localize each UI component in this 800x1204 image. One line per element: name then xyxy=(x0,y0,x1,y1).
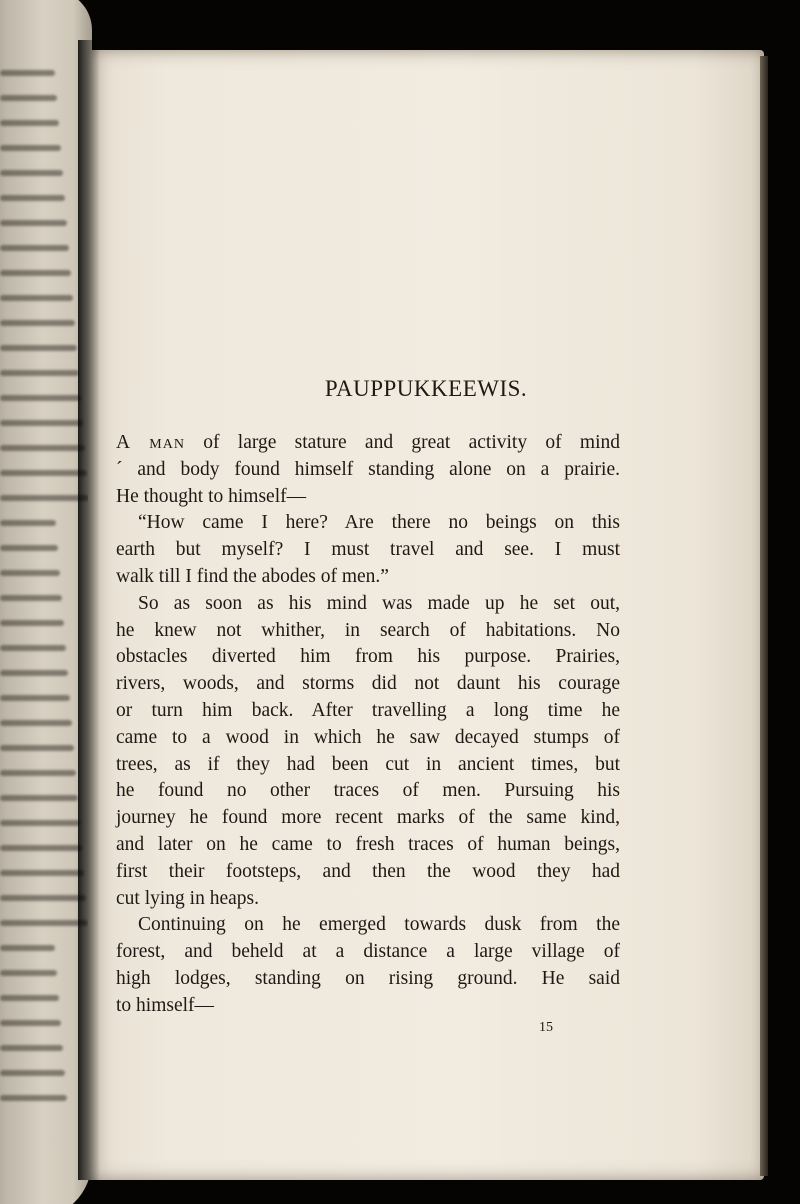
blurred-line xyxy=(0,670,68,676)
blurred-line xyxy=(0,170,63,176)
line-text: Continuing on he emerged towards dusk from the xyxy=(138,914,620,936)
page-edge xyxy=(760,56,768,1176)
blurred-line xyxy=(0,495,89,501)
blurred-line xyxy=(0,470,87,476)
blurred-line xyxy=(0,545,58,551)
blurred-line xyxy=(0,295,73,301)
line-text: trees, as if they had been cut in ancient times, but xyxy=(116,753,620,775)
blurred-line xyxy=(0,345,77,351)
blurred-line xyxy=(0,95,57,101)
line-text: walk till I find the abodes of men.” xyxy=(116,565,389,587)
line-text: high lodges, standing on rising ground. He said xyxy=(116,967,620,989)
blurred-line xyxy=(0,1020,61,1026)
blurred-line xyxy=(0,370,79,376)
gutter-shadow xyxy=(78,40,100,1180)
book-page xyxy=(88,50,764,1180)
blurred-line xyxy=(0,820,80,826)
blurred-line xyxy=(0,845,82,851)
blurred-line xyxy=(0,970,57,976)
line-text: forest, and beheld at a distance a large village of xyxy=(116,941,620,963)
line-text: came to a wood in which he saw decayed stumps of xyxy=(116,726,620,748)
text-line xyxy=(116,591,620,618)
text-line xyxy=(116,671,620,698)
text-line xyxy=(116,484,620,511)
line-text: journey he found more recent marks of the same kind, xyxy=(116,807,620,829)
line-text: He thought to himself— xyxy=(116,485,307,507)
line-text: of large stature and great activity of mind xyxy=(184,432,620,453)
text-line xyxy=(116,778,620,805)
line-text: and later on he came to fresh traces of human beings, xyxy=(116,833,620,855)
text-line xyxy=(116,752,620,779)
text-line xyxy=(116,725,620,752)
text-line xyxy=(116,993,620,1020)
line-text: or turn him back. After travelling a long time he xyxy=(116,699,620,721)
text-line xyxy=(116,939,620,966)
blurred-line xyxy=(0,920,88,926)
text-line xyxy=(116,698,620,725)
blurred-line xyxy=(0,745,74,751)
blurred-line xyxy=(0,145,61,151)
blurred-line xyxy=(0,1045,63,1051)
blurred-line xyxy=(0,520,56,526)
blurred-line xyxy=(0,595,62,601)
blurred-line xyxy=(0,770,76,776)
blurred-line xyxy=(0,395,81,401)
blurred-line xyxy=(0,270,71,276)
blurred-line xyxy=(0,620,64,626)
blurred-line xyxy=(0,895,86,901)
blurred-line xyxy=(0,795,78,801)
left-page-blurred-text xyxy=(0,70,90,1120)
line-text: first their footsteps, and then the wood they had xyxy=(116,860,620,882)
blurred-line xyxy=(0,320,75,326)
line-text: earth but myself? I must travel and see. I must xyxy=(116,539,620,561)
line-text: “How came I here? Are there no beings on this xyxy=(138,512,620,534)
line-text: So as soon as his mind was made up he set out, xyxy=(138,592,620,614)
line-text: to himself— xyxy=(116,994,215,1016)
text-line xyxy=(116,912,620,939)
text-line xyxy=(116,430,620,457)
text-line xyxy=(116,832,620,859)
blurred-line xyxy=(0,570,60,576)
text-line xyxy=(116,805,620,832)
blurred-line xyxy=(0,445,85,451)
text-line xyxy=(116,859,620,886)
small-caps-lead: A man xyxy=(116,432,185,453)
line-text: cut lying in heaps. xyxy=(116,887,259,909)
blurred-line xyxy=(0,120,59,126)
body-text xyxy=(116,430,620,1020)
line-text: rivers, woods, and storms did not daunt his courage xyxy=(116,673,620,695)
blurred-line xyxy=(0,220,67,226)
text-line xyxy=(116,537,620,564)
blurred-line xyxy=(0,70,55,76)
text-line xyxy=(116,564,620,591)
blurred-line xyxy=(0,645,66,651)
line-text: he found no other traces of men. Pursuing his xyxy=(116,780,620,802)
text-line xyxy=(116,457,620,484)
line-text: ´ and body found himself standing alone on a prairie. xyxy=(116,458,620,480)
blurred-line xyxy=(0,420,83,426)
page-number: 15 xyxy=(539,1020,553,1035)
text-line xyxy=(116,966,620,993)
text-line xyxy=(116,510,620,537)
blurred-line xyxy=(0,195,65,201)
line-text: obstacles diverted him from his purpose. Prairies, xyxy=(116,646,620,668)
blurred-line xyxy=(0,1070,65,1076)
blurred-line xyxy=(0,245,69,251)
blurred-line xyxy=(0,720,72,726)
text-line xyxy=(116,886,620,913)
blurred-line xyxy=(0,945,55,951)
blurred-line xyxy=(0,870,84,876)
text-line xyxy=(116,644,620,671)
blurred-line xyxy=(0,1095,67,1101)
blurred-line xyxy=(0,695,70,701)
blurred-line xyxy=(0,995,59,1001)
text-line xyxy=(116,618,620,645)
line-text: he knew not whither, in search of habitations. No xyxy=(116,619,620,641)
chapter-title: PAUPPUKKEEWIS. xyxy=(324,376,528,401)
